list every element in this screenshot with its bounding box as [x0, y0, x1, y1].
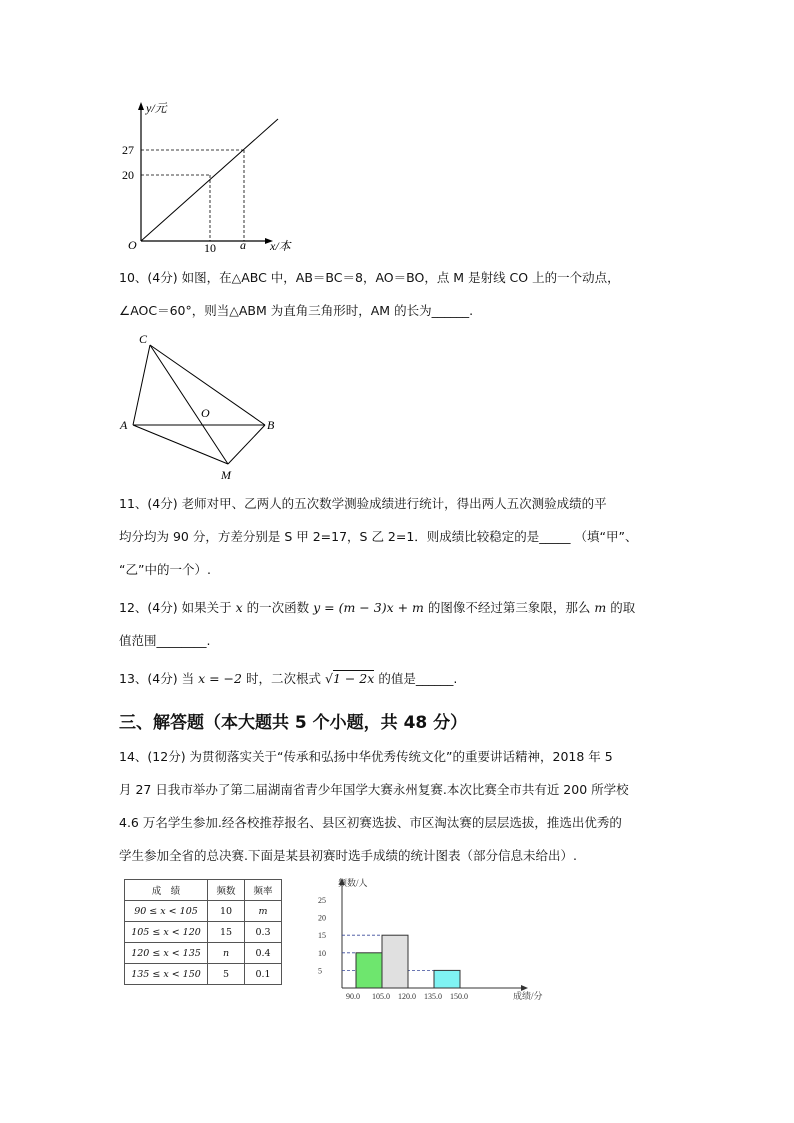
row3-freq: 0.4: [245, 943, 282, 964]
q13-condition: x = −2: [198, 671, 242, 686]
header-frequency: 频率: [245, 880, 282, 901]
row4-count: 5: [208, 964, 245, 985]
point-A-label: A: [120, 418, 128, 432]
q11-line1: 11、(4分) 老师对甲、乙两人的五次数学测验成绩进行统计，得出两人五次测验成绩的平: [119, 496, 607, 511]
graph1-data-line: [141, 119, 278, 241]
section-title: 三、解答题（本大题共 5 个小题，共 48 分）: [119, 713, 468, 733]
table-header-row: [125, 880, 282, 901]
graph1-origin-label: O: [128, 238, 137, 252]
table-row: [125, 922, 282, 943]
header-count: 频数: [208, 880, 245, 901]
graph1-y-tick-27: 27: [122, 143, 134, 157]
segment-AM: [133, 425, 228, 464]
hist-x-tick-150.0: 150.0: [450, 992, 468, 1001]
row2-range: 105 ≤ x < 120: [125, 922, 208, 943]
graph1-x-label: x/本: [270, 239, 291, 253]
segment-CA: [133, 345, 150, 425]
q12-middle: 的一次函数: [246, 600, 310, 615]
row4-freq: 0.1: [245, 964, 282, 985]
hist-x-tick-105.0: 105.0: [372, 992, 390, 1001]
q14-line1: 14、(12分) 为贯彻落实关于“传承和弘扬中华优秀传统文化”的重要讲话精神，2018 年 5: [119, 749, 613, 764]
q13-radicand: 1 − 2x: [332, 671, 375, 686]
q14-line2: 月 27 日我市举办了第二届湖南省青少年国学大赛永州复赛.本次比赛全市共有近 200 所学校: [119, 782, 629, 797]
point-M-label: M: [221, 468, 231, 482]
segment-BM: [228, 425, 265, 464]
q12-line2: 值范围________.: [119, 633, 211, 648]
row2-freq: 0.3: [245, 922, 282, 943]
hist-x-label: 成绩/分: [513, 991, 543, 1001]
price-line-graph: [118, 98, 318, 260]
q12-var-m: m: [594, 600, 607, 615]
question-14: [119, 747, 679, 866]
hist-x-tick-135.0: 135.0: [424, 992, 442, 1001]
q11-line2: 均分均为 90 分，方差分别是 S 甲 2=17，S 乙 2=1．则成绩比较稳定的是_____ （填“甲”、: [119, 529, 638, 544]
q12-suffix: 的图像不经过第三象限，那么: [427, 600, 591, 615]
q10-line1: 10、(4分) 如图，在△ABC 中，AB＝BC＝8，AO＝BO，点 M 是射线 CO 上的一个动点，: [119, 270, 620, 285]
row3-range: 120 ≤ x < 135: [125, 943, 208, 964]
frequency-table: [124, 879, 282, 985]
row1-range: 90 ≤ x < 105: [125, 901, 208, 922]
question-13: [119, 669, 679, 689]
point-B-label: B: [267, 418, 275, 432]
q12-line1: [119, 598, 679, 631]
radical-sign-icon: √: [324, 671, 333, 686]
question-10: [119, 268, 679, 321]
hist-bar-105-120: [382, 935, 408, 988]
graph1-y-arrow: [138, 102, 144, 110]
row1-freq: m: [245, 901, 282, 922]
hist-y-tick-25: 25: [318, 896, 326, 905]
q10-line2: ∠AOC＝60°，则当△ABM 为直角三角形时，AM 的长为______.: [119, 303, 474, 318]
q12-formula: y = (m − 3)x + m: [313, 600, 424, 615]
q12-suffix2: 的取: [610, 600, 636, 615]
q14-line4: 学生参加全省的总决赛.下面是某县初赛时选手成绩的统计图表（部分信息未给出）.: [119, 848, 577, 863]
graph1-y-label: y/元: [146, 101, 167, 115]
q13-middle: 时，二次根式: [245, 671, 321, 686]
graph1-y-tick-20: 20: [122, 168, 134, 182]
row2-count: 15: [208, 922, 245, 943]
hist-marks: [318, 896, 468, 1001]
graph1-x-tick-a: a: [240, 238, 246, 252]
hist-bar-90-105: [356, 953, 382, 988]
q12-prefix: 12、(4分) 如果关于: [119, 600, 232, 615]
row1-count: 10: [208, 901, 245, 922]
q12-var-x: x: [235, 600, 243, 615]
point-O-label: O: [201, 406, 210, 420]
hist-y-label: 频数/人: [338, 878, 368, 888]
graph1-x-tick-10: 10: [204, 241, 216, 255]
header-score: 成 绩: [125, 880, 208, 901]
score-histogram: [310, 875, 555, 1003]
hist-x-tick-90.0: 90.0: [346, 992, 360, 1001]
hist-y-tick-15: 15: [318, 931, 326, 941]
hist-y-tick-10: 10: [318, 948, 326, 958]
q13-suffix: 的值是______.: [378, 671, 458, 686]
point-C-label: C: [139, 332, 148, 346]
q11-line3: “乙”中的一个）.: [119, 562, 211, 577]
q13-radical: [325, 670, 378, 686]
segment-CM: [150, 345, 228, 464]
question-12: [119, 598, 679, 651]
table-row: [125, 901, 282, 922]
triangle-figure: [115, 328, 285, 484]
q13-prefix: 13、(4分) 当: [119, 671, 195, 686]
table-row: [125, 964, 282, 985]
hist-x-tick-120.0: 120.0: [398, 992, 416, 1001]
hist-bar-135-150: [434, 970, 460, 988]
row3-count: n: [208, 943, 245, 964]
q14-line3: 4.6 万名学生参加.经各校推荐报名、县区初赛选拔、市区淘汰赛的层层选拔，推选出优秀的: [119, 815, 622, 830]
hist-y-tick-20: 20: [318, 913, 326, 923]
row4-range: 135 ≤ x < 150: [125, 964, 208, 985]
table-row: [125, 943, 282, 964]
hist-y-tick-5: 5: [318, 966, 322, 976]
question-11: [119, 494, 679, 580]
